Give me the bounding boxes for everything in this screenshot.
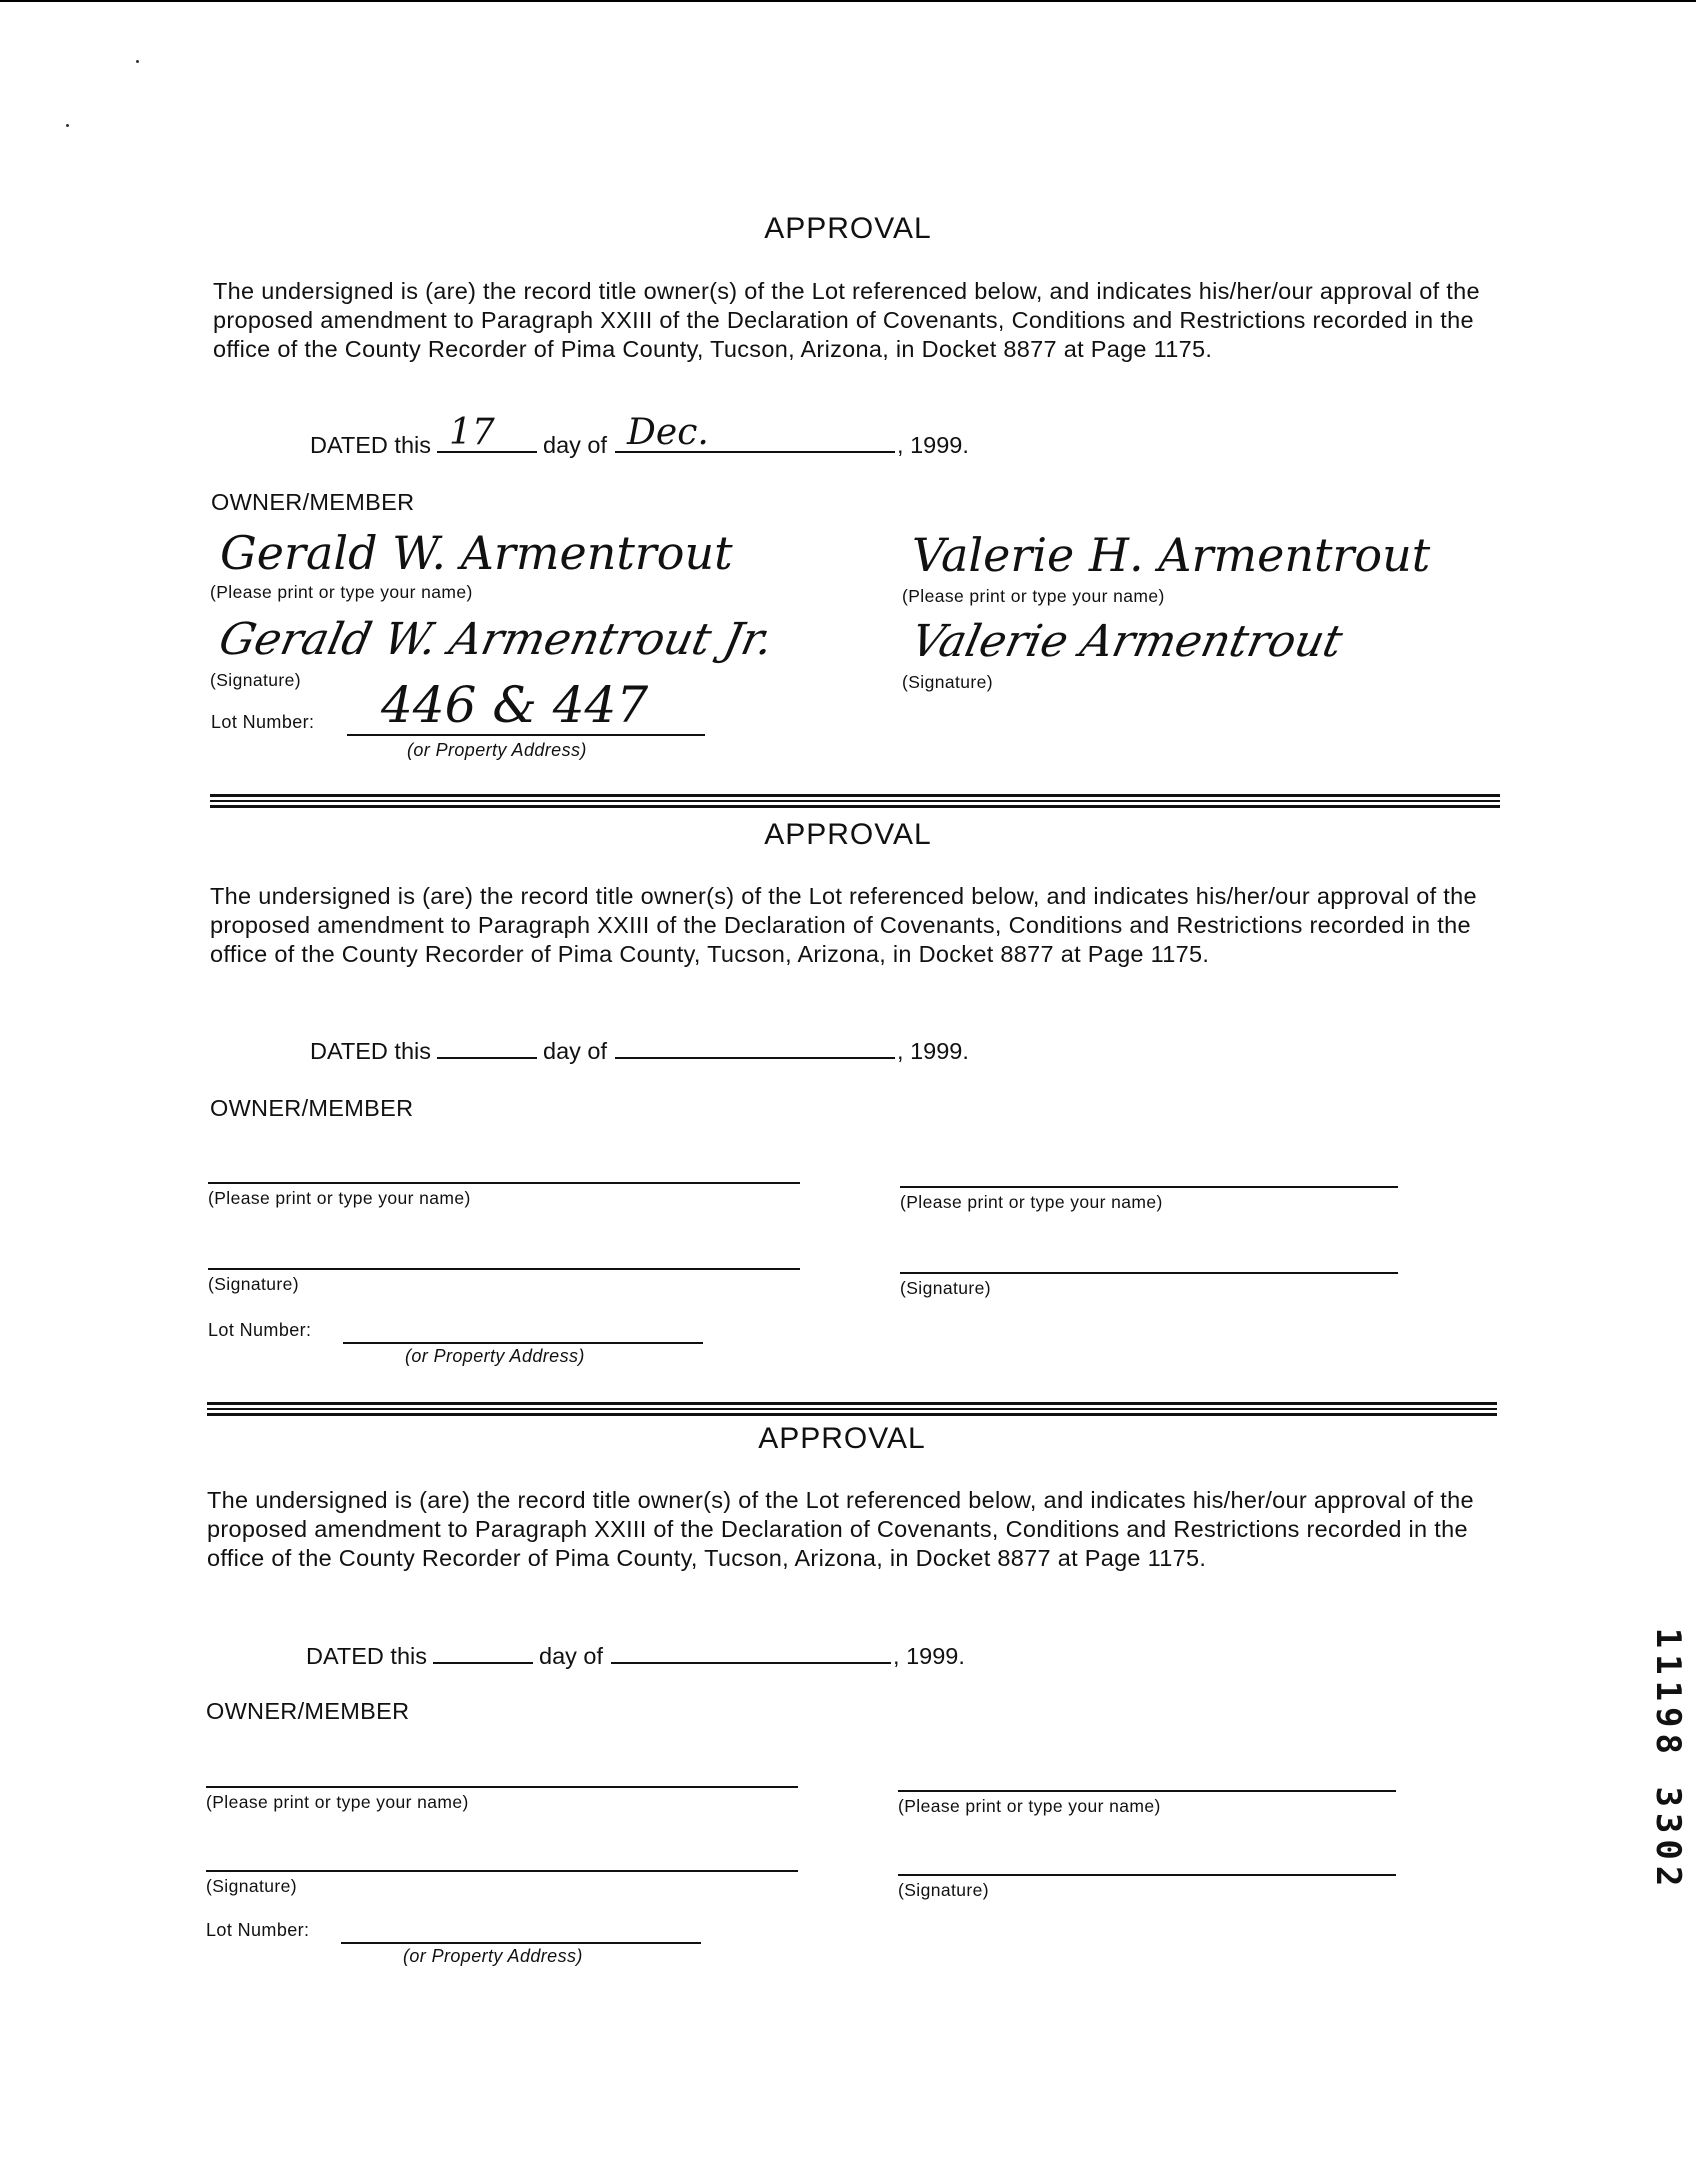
dated-line-1 [310, 411, 969, 459]
year-label: , 1999. [893, 1642, 965, 1669]
owner-member-label-1: OWNER/MEMBER [211, 489, 415, 515]
handwritten-owner2-name: Valerie H. Armentrout [912, 528, 1431, 582]
recording-number-stamp [1650, 1590, 1686, 1930]
day-field[interactable] [433, 1636, 533, 1664]
year-label: , 1999. [897, 431, 969, 458]
scan-speck [136, 60, 139, 63]
signature-caption: (Signature) [210, 670, 301, 690]
name-caption: (Please print or type your name) [210, 582, 473, 602]
handwritten-month: Dec. [627, 411, 709, 453]
dated-prefix: DATED this [310, 431, 431, 458]
approval-paragraph-3: The undersigned is (are) the record title owner(s) of the Lot referenced below, and indicates his/her/our approval of the proposed amendment to Paragraph XXIII of the Declaration of Covenants, Conditions and Restrictions recorded in the office of the County Recorder of Pima County, Tucson, Arizona, in Docket 8877 at Page 1175. [207, 1487, 1474, 1571]
scan-speck [66, 124, 69, 127]
day-of-label: day of [543, 1037, 608, 1064]
year-label: , 1999. [897, 1037, 969, 1064]
signature-caption: (Signature) [900, 1278, 991, 1298]
handwritten-owner1-signature: Gerald W. Armentrout Jr. [214, 614, 778, 665]
lot-number-label-1: Lot Number: [211, 712, 315, 732]
section-divider [207, 1402, 1497, 1419]
month-field[interactable] [611, 1636, 891, 1664]
approval-title-3: APPROVAL [758, 1422, 926, 1455]
month-field[interactable] [615, 411, 895, 453]
handwritten-lot-number: 446 & 447 [381, 676, 649, 734]
day-of-label: day of [543, 431, 608, 458]
approval-title-1: APPROVAL [764, 212, 932, 245]
lot-caption: (or Property Address) [403, 1946, 583, 1966]
dated-line-2 [310, 1031, 969, 1065]
name-caption: (Please print or type your name) [206, 1792, 469, 1812]
handwritten-owner1-name: Gerald W. Armentrout [220, 526, 733, 580]
handwritten-day: 17 [449, 411, 495, 453]
name-caption: (Please print or type your name) [208, 1188, 471, 1208]
day-of-label: day of [539, 1642, 604, 1669]
lot-number-label-2: Lot Number: [208, 1320, 312, 1340]
day-field[interactable] [437, 1031, 537, 1059]
lot-caption: (or Property Address) [405, 1346, 585, 1366]
dated-line-3 [306, 1636, 965, 1670]
handwritten-owner2-signature: Valerie Armentrout [906, 616, 1347, 667]
owner-member-label-2: OWNER/MEMBER [210, 1095, 414, 1121]
signature-caption: (Signature) [898, 1880, 989, 1900]
signature-caption: (Signature) [206, 1876, 297, 1896]
section-divider [210, 794, 1500, 811]
signature-caption: (Signature) [902, 672, 993, 692]
dated-prefix: DATED this [310, 1037, 431, 1064]
name-caption: (Please print or type your name) [898, 1796, 1161, 1816]
name-caption: (Please print or type your name) [900, 1192, 1163, 1212]
month-field[interactable] [615, 1031, 895, 1059]
lot-number-label-3: Lot Number: [206, 1920, 310, 1940]
day-field[interactable] [437, 411, 537, 453]
approval-paragraph-2: The undersigned is (are) the record title owner(s) of the Lot referenced below, and indicates his/her/our approval of the proposed amendment to Paragraph XXIII of the Declaration of Covenants, Conditions and Restrictions recorded in the office of the County Recorder of Pima County, Tucson, Arizona, in Docket 8877 at Page 1175. [210, 883, 1477, 967]
approval-paragraph-1: The undersigned is (are) the record title owner(s) of the Lot referenced below, and indicates his/her/our approval of the proposed amendment to Paragraph XXIII of the Declaration of Covenants, Conditions and Restrictions recorded in the office of the County Recorder of Pima County, Tucson, Arizona, in Docket 8877 at Page 1175. [213, 278, 1480, 362]
signature-caption: (Signature) [208, 1274, 299, 1294]
dated-prefix: DATED this [306, 1642, 427, 1669]
recording-number-text: 11198 3302 [1648, 1627, 1688, 1893]
name-caption: (Please print or type your name) [902, 586, 1165, 606]
scan-top-edge [0, 0, 1696, 2]
lot-caption: (or Property Address) [407, 740, 587, 760]
owner-member-label-3: OWNER/MEMBER [206, 1698, 410, 1724]
approval-title-2: APPROVAL [764, 818, 932, 851]
